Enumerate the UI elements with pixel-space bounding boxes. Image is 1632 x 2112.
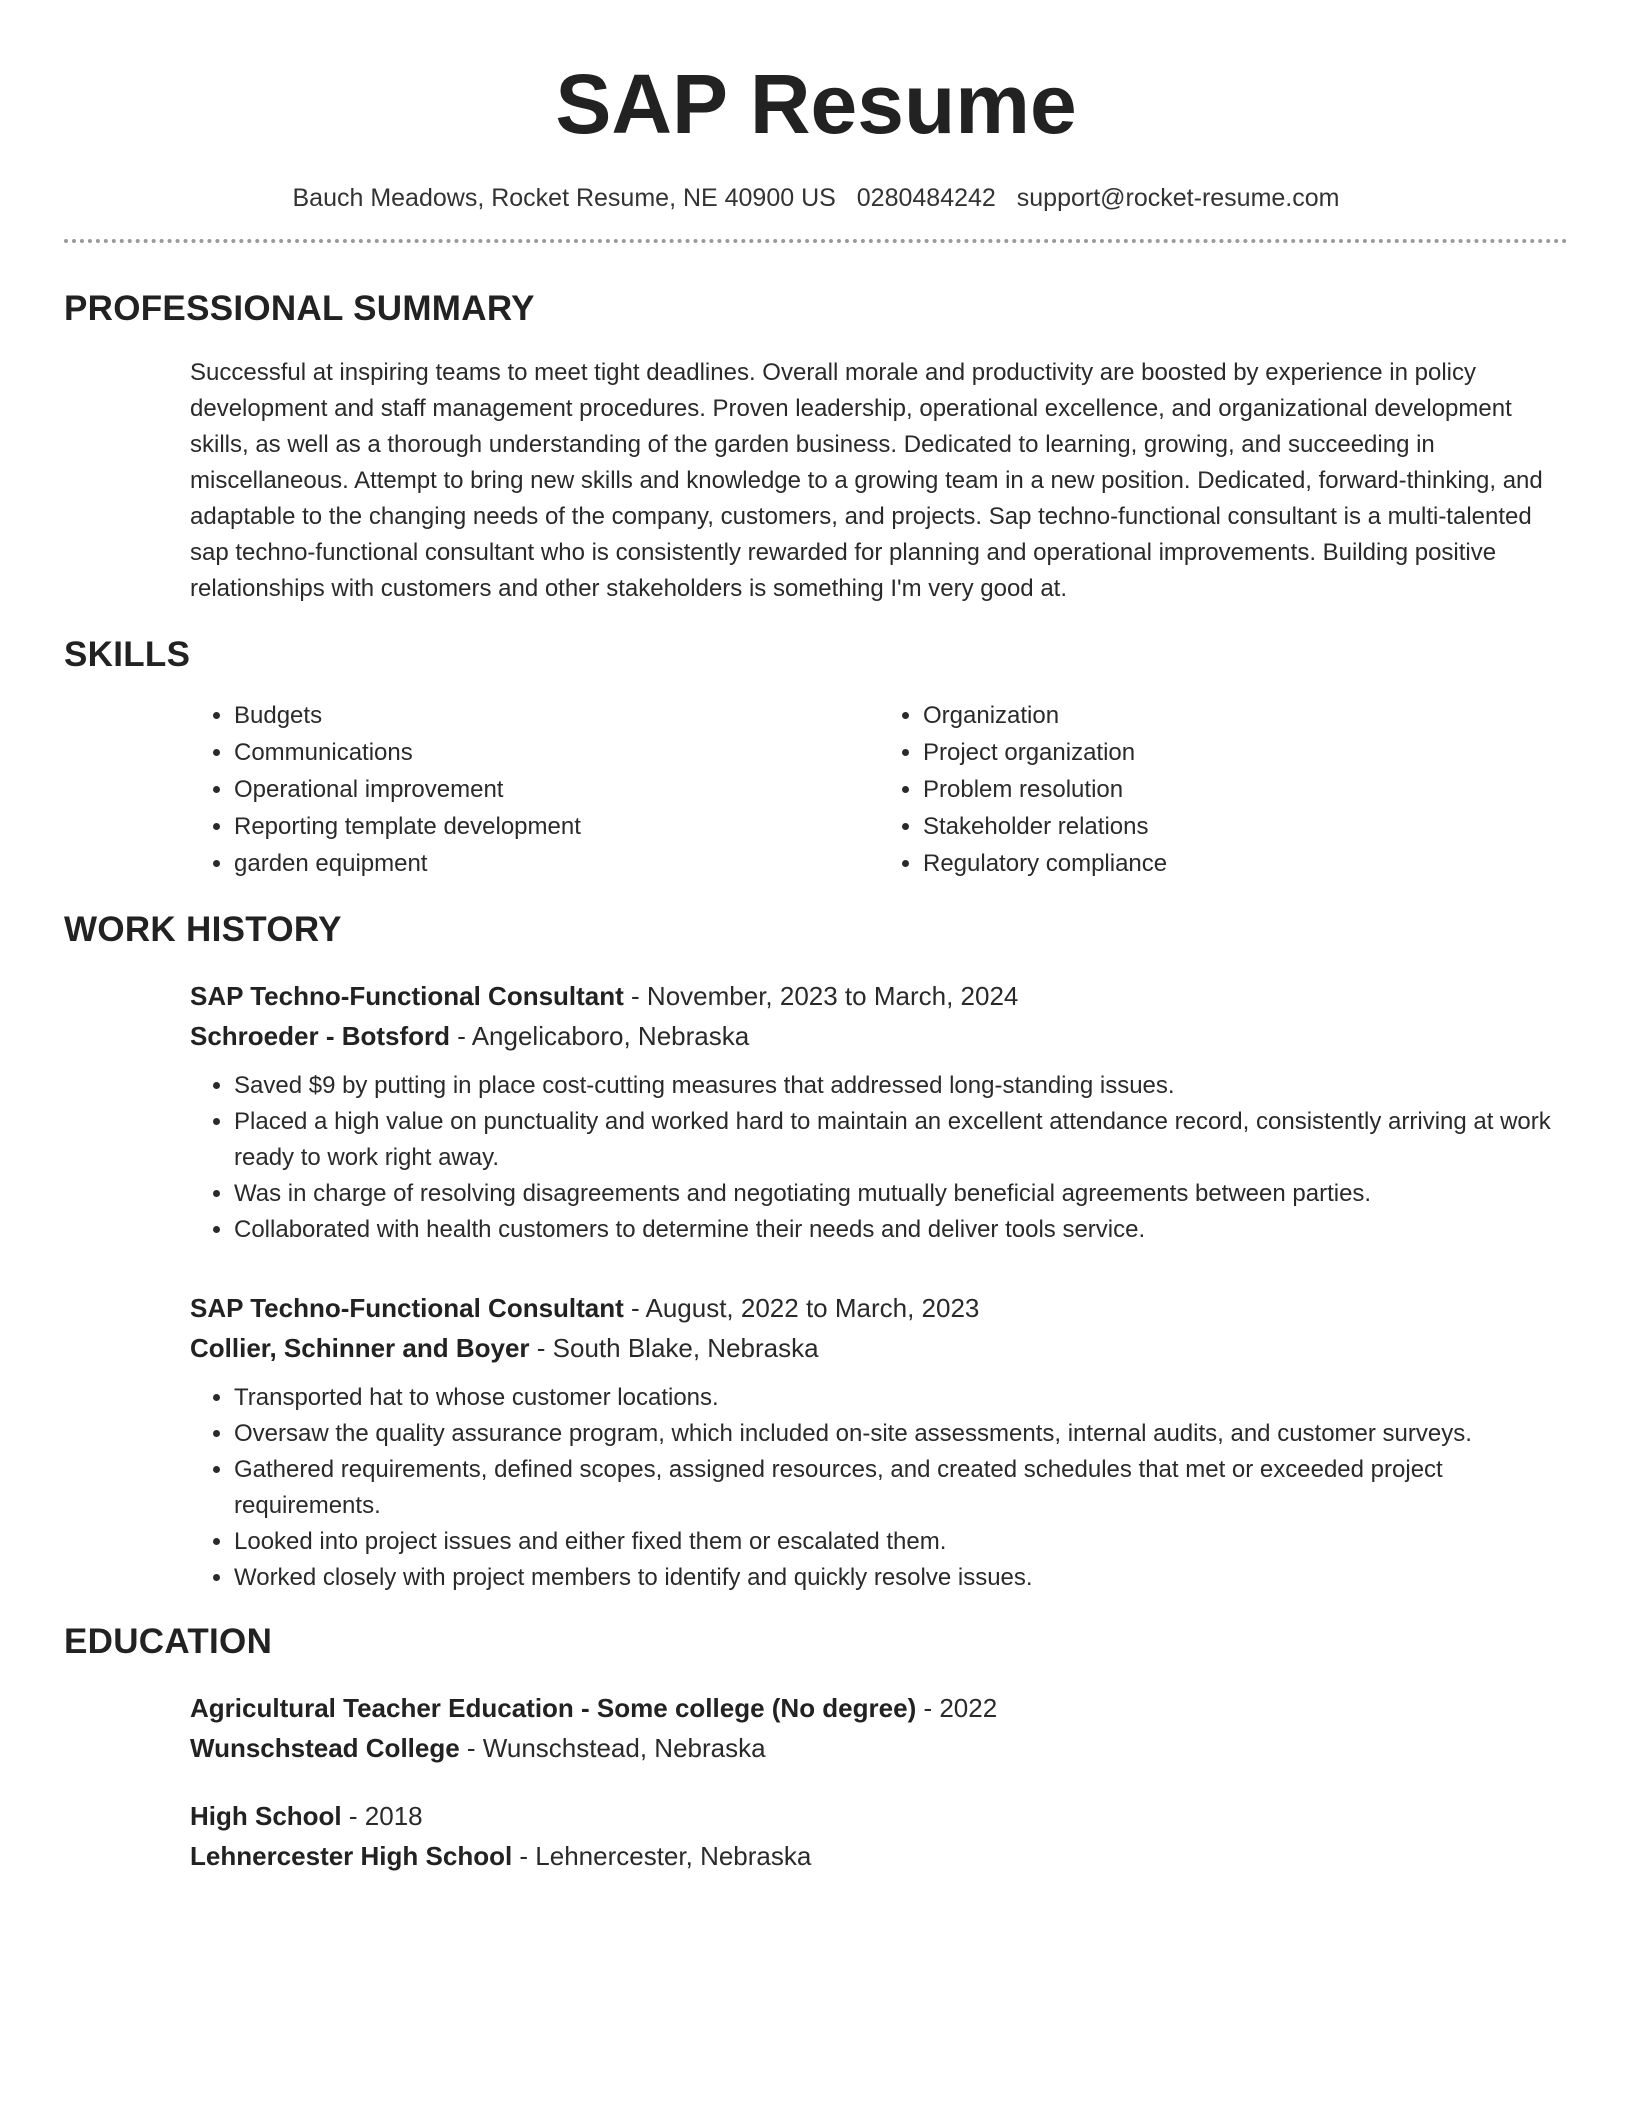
education-entry	[190, 1688, 1568, 1768]
education-year: - 2022	[916, 1693, 998, 1723]
contact-phone: 0280484242	[856, 184, 996, 212]
skills-column-left	[190, 697, 879, 882]
job-role: SAP Techno-Functional Consultant	[190, 981, 624, 1011]
section-title-work: WORK HISTORY	[64, 910, 342, 949]
education-degree-line	[190, 1688, 1568, 1728]
skill-item: • Project organization	[923, 734, 1568, 771]
skill-item: • Stakeholder relations	[923, 808, 1568, 845]
job-entry	[190, 976, 1568, 1248]
education-degree: High School	[190, 1801, 342, 1831]
job-bullet: • Was in charge of resolving disagreements and negotiating mutually beneficial agreements between parties.	[234, 1176, 1568, 1212]
job-location: - South Blake, Nebraska	[529, 1333, 819, 1363]
skill-item: • Operational improvement	[234, 771, 879, 808]
section-title-skills: SKILLS	[64, 635, 191, 674]
job-company: Collier, Schinner and Boyer	[190, 1333, 530, 1363]
job-bullet: • Collaborated with health customers to determine their needs and deliver tools service.	[234, 1212, 1568, 1248]
resume-page	[64, 0, 1568, 1876]
section-title-summary: PROFESSIONAL SUMMARY	[64, 289, 535, 328]
job-bullet: • Transported hat to whose customer locations.	[234, 1380, 1568, 1416]
education-degree-line	[190, 1796, 1568, 1836]
job-title-line	[190, 1288, 1568, 1328]
resume-name: SAP Resume	[555, 57, 1077, 151]
skill-item: • Organization	[923, 697, 1568, 734]
job-company-line	[190, 1328, 1568, 1368]
job-company: Schroeder - Botsford	[190, 1021, 451, 1051]
skills-column-right	[879, 697, 1568, 882]
job-bullets	[190, 1068, 1568, 1248]
section-title-education: EDUCATION	[64, 1622, 273, 1661]
skill-item: • Regulatory compliance	[923, 845, 1568, 882]
job-bullet: • Looked into project issues and either fixed them or escalated them.	[234, 1524, 1568, 1560]
job-title-line	[190, 976, 1568, 1016]
skill-item: • Communications	[234, 734, 879, 771]
skill-item: • Budgets	[234, 697, 879, 734]
job-bullet: • Gathered requirements, defined scopes, assigned resources, and created schedules that met or exceeded project requirements.	[234, 1452, 1568, 1524]
job-dates: - August, 2022 to March, 2023	[623, 1293, 980, 1323]
job-dates: - November, 2023 to March, 2024	[623, 981, 1019, 1011]
education-entry	[190, 1796, 1568, 1876]
job-bullets	[190, 1380, 1568, 1596]
job-role: SAP Techno-Functional Consultant	[190, 1293, 624, 1323]
education-school-line	[190, 1836, 1568, 1876]
contact-line	[64, 184, 1568, 213]
education-school: Lehnercester High School	[190, 1841, 513, 1871]
skill-item: • Reporting template development	[234, 808, 879, 845]
job-bullet: • Saved $9 by putting in place cost-cutting measures that addressed long-standing issues.	[234, 1068, 1568, 1104]
job-bullet: • Worked closely with project members to identify and quickly resolve issues.	[234, 1560, 1568, 1596]
education-school: Wunschstead College	[190, 1733, 460, 1763]
education-school-line	[190, 1728, 1568, 1768]
contact-address: Bauch Meadows, Rocket Resume, NE 40900 US	[292, 184, 836, 212]
skill-item: • garden equipment	[234, 845, 879, 882]
job-bullet: • Oversaw the quality assurance program, which included on-site assessments, internal audits, and customer surveys.	[234, 1416, 1568, 1452]
job-bullet: • Placed a high value on punctuality and worked hard to maintain an excellent attendance record, consistently arriving at work ready to work right away.	[234, 1104, 1568, 1176]
education-degree: Agricultural Teacher Education - Some college (No degree)	[190, 1693, 917, 1723]
education-location: - Wunschstead, Nebraska	[459, 1733, 766, 1763]
job-entry	[190, 1288, 1568, 1596]
skill-item: • Problem resolution	[923, 771, 1568, 808]
job-company-line	[190, 1016, 1568, 1056]
education-location: - Lehnercester, Nebraska	[512, 1841, 812, 1871]
skills-list	[190, 697, 1568, 882]
summary-text: Successful at inspiring teams to meet tight deadlines. Overall morale and productivity are boosted by experience in policy development and staff management procedures. Proven leadership, operational excellence, and organizational development skills, as well as a thorough understanding of the garden business. Dedicated to learning, growing, and succeeding in miscellaneous. Attempt to bring new skills and knowledge to a growing team in a new position. Dedicated, forward-thinking, and adaptable to the changing needs of the company, customers, and projects. Sap techno-functional consultant is a multi-talented sap techno-functional consultant who is consistently rewarded for planning and operational improvements. Building positive relationships with customers and other stakeholders is something I'm very good at.	[190, 359, 1543, 602]
job-location: - Angelicaboro, Nebraska	[450, 1021, 750, 1051]
education-year: - 2018	[341, 1801, 423, 1831]
contact-email: support@rocket-resume.com	[1016, 184, 1340, 212]
header-divider	[64, 239, 1568, 243]
